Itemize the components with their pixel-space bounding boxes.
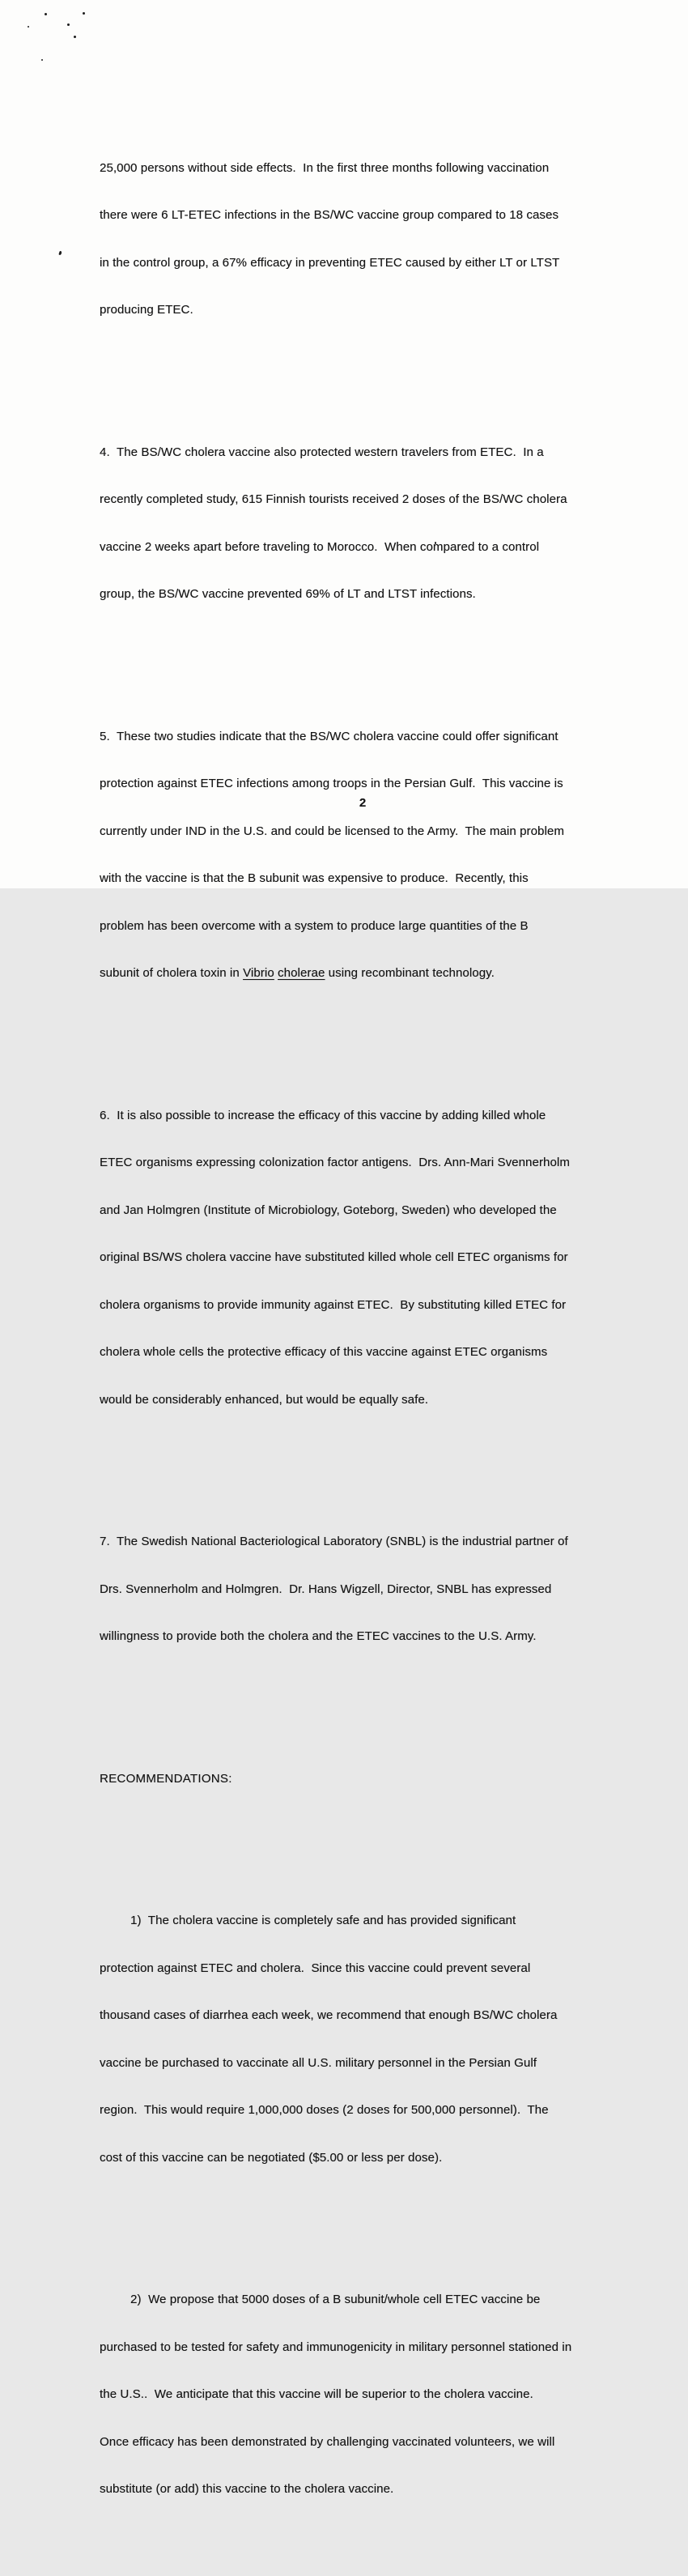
scan-speck [83, 12, 85, 15]
text-line: willingness to provide both the cholera and the ETEC vaccines to the U.S. Army. [100, 1629, 537, 1643]
latin-name-underlined: Vibrio [243, 966, 274, 980]
document-body [100, 81, 634, 2576]
recommendations-heading [100, 1739, 634, 1819]
text-line: recently completed study, 615 Finnish tourists received 2 doses of the BS/WC cholera [100, 492, 567, 506]
text-line: currently under IND in the U.S. and could be licensed to the Army. The main problem [100, 824, 564, 838]
text-line: vaccine be purchased to vaccinate all U.S. military personnel in the Persian Gulf [100, 2055, 537, 2070]
paragraph-item-4 [100, 413, 634, 634]
text-line: producing ETEC. [100, 303, 193, 317]
text-line: protection against ETEC and cholera. Since this vaccine could prevent several [100, 1961, 531, 1975]
text-line: cholera whole cells the protective efficacy of this vaccine against ETEC organisms [100, 1345, 548, 1359]
text-line: 25,000 persons without side effects. In the first three months following vaccination [100, 160, 550, 175]
text-line: the U.S.. We anticipate that this vaccine will be superior to the cholera vaccine. [100, 2387, 533, 2401]
text-line: thousand cases of diarrhea each week, we recommend that enough BS/WC cholera [100, 2008, 558, 2022]
text-line: 6. It is also possible to increase the efficacy of this vaccine by adding killed whole [100, 1108, 546, 1122]
text-line: Drs. Svennerholm and Holmgren. Dr. Hans Wigzell, Director, SNBL has expressed [100, 1582, 552, 1596]
text-line: vaccine 2 weeks apart before traveling to Morocco. When compared to a control [100, 539, 540, 554]
text-line: protection against ETEC infections among troops in the Persian Gulf. This vaccine is [100, 777, 563, 790]
text-line: and Jan Holmgren (Institute of Microbiology, Goteborg, Sweden) who developed the [100, 1203, 557, 1217]
paragraph-recommendation-2 [100, 2260, 634, 2529]
paragraph-item-6 [100, 1076, 634, 1440]
scan-speck [45, 13, 47, 15]
text-line: in the control group, a 67% efficacy in preventing ETEC caused by either LT or LTST [100, 255, 560, 270]
text-line-with-latin-name [100, 965, 634, 981]
latin-name-underlined: cholerae [278, 966, 325, 980]
text-line: 1) The cholera vaccine is completely safe and has provided significant [130, 1914, 516, 1927]
text-line: ETEC organisms expressing colonization factor antigens. Drs. Ann-Mari Svennerholm [100, 1156, 570, 1169]
scan-speck [74, 36, 76, 38]
text-line: would be considerably enhanced, but would be equally safe. [100, 1392, 429, 1407]
page-number: 2 [359, 796, 367, 810]
text-line: with the vaccine is that the B subunit was expensive to produce. Recently, this [100, 871, 529, 885]
text-line: 7. The Swedish National Bacteriological Laboratory (SNBL) is the industrial partner of [100, 1535, 568, 1548]
paragraph-item-7 [100, 1502, 634, 1676]
text-segment: using recombinant technology. [325, 966, 495, 980]
text-line: group, the BS/WC vaccine prevented 69% of LT and LTST infections. [100, 587, 476, 601]
paragraph-item-5 [100, 697, 634, 1013]
text-line: substitute (or add) this vaccine to the cholera vaccine. [100, 2482, 394, 2496]
paragraph-recommendation-1 [100, 1881, 634, 2197]
text-line: 5. These two studies indicate that the BS/WC cholera vaccine could offer significant [100, 729, 558, 743]
scan-speck [58, 251, 62, 256]
text-line: problem has been overcome with a system to produce large quantities of the B [100, 918, 529, 933]
text-line: region. This would require 1,000,000 doses (2 doses for 500,000 personnel). The [100, 2103, 549, 2117]
text-line: 2) We propose that 5000 doses of a B subunit/whole cell ETEC vaccine be [130, 2293, 541, 2306]
scan-speck [28, 26, 29, 28]
text-line: there were 6 LT-ETEC infections in the BS/WC vaccine group compared to 18 cases [100, 208, 559, 222]
text-line: purchased to be tested for safety and immunogenicity in military personnel stationed in [100, 2340, 572, 2354]
text-segment: subunit of cholera toxin in [100, 966, 244, 980]
section-heading: RECOMMENDATIONS: [100, 1771, 232, 1786]
text-line: original BS/WS cholera vaccine have substituted killed whole cell ETEC organisms for [100, 1250, 568, 1264]
scan-speck [41, 59, 43, 61]
scan-speck [67, 23, 70, 26]
text-line: cholera organisms to provide immunity against ETEC. By substituting killed ETEC for [100, 1297, 567, 1312]
text-line: 4. The BS/WC cholera vaccine also protected western travelers from ETEC. In a [100, 445, 544, 459]
text-line: Once efficacy has been demonstrated by challenging vaccinated volunteers, we will [100, 2434, 555, 2449]
text-line: cost of this vaccine can be negotiated ($5.00 or less per dose). [100, 2150, 443, 2165]
paragraph-intro [100, 129, 634, 350]
